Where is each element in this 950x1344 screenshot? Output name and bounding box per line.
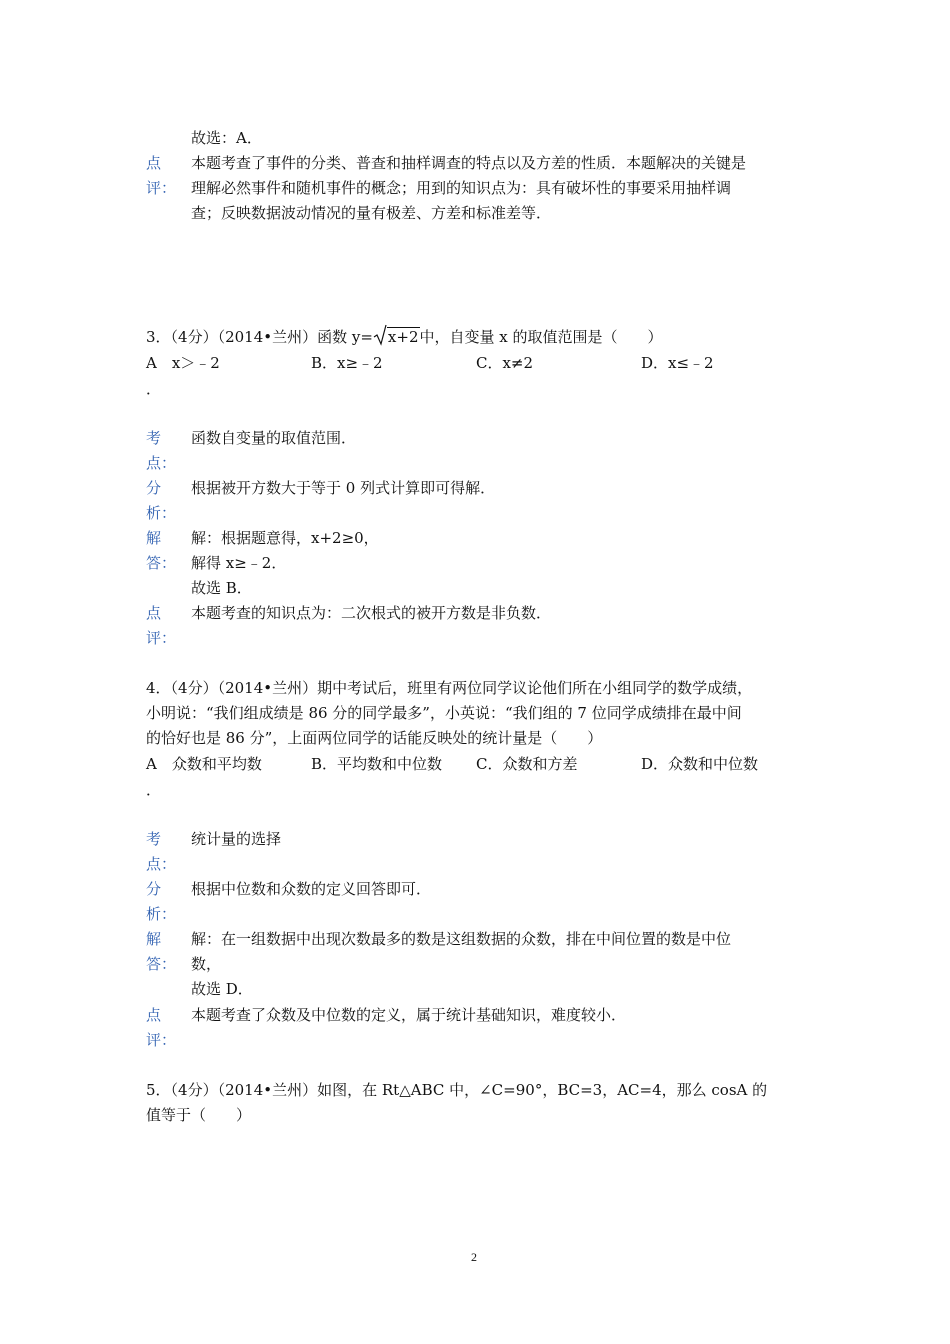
q4-stem-line-2: 小明说：“我们组成绩是 86 分的同学最多”，小英说：“我们组的 7 位同学成绩排在最中间 [146, 704, 742, 722]
q5-stem-line-1: 5．（4分）（2014•兰州）如图，在 Rt△ABC 中，∠C=90°，BC=3，AC=4，那么 cosA 的 [146, 1081, 768, 1099]
q3-dianping-label-2: 评： [146, 629, 177, 647]
q3-jieda-label-2: 答： [146, 554, 177, 572]
q3-jieda-line-3: 故选 B． [191, 579, 252, 597]
q4-fenxi-label-1: 分 [146, 880, 162, 898]
q4-jieda-line-3: 故选 D． [191, 980, 253, 998]
q4-dot: ． [146, 781, 162, 799]
q3-stem [146, 327, 663, 346]
q3-stem-before: 3．（4分）（2014•兰州）函数 y= [146, 328, 373, 346]
q3-dianping-label-1: 点 [146, 604, 162, 622]
q4-kaodian-text: 统计量的选择 [191, 830, 282, 848]
q4-option-d: D．众数和中位数 [641, 755, 759, 773]
q4-fenxi-text: 根据中位数和众数的定义回答即可． [191, 880, 432, 898]
q4-option-b: B．平均数和中位数 [311, 755, 443, 773]
q3-jieda-line-1: 解：根据题意得，x+2≥0， [191, 529, 379, 547]
q2-comment-label-2: 评： [146, 179, 177, 197]
q4-jieda-line-2: 数， [191, 955, 222, 973]
q4-fenxi-label-2: 析： [146, 905, 177, 923]
radical-sign-icon [373, 324, 387, 346]
q4-jieda-label-2: 答： [146, 955, 177, 973]
q4-jieda-line-1: 解：在一组数据中出现次数最多的数是这组数据的众数，排在中间位置的数是中位 [191, 930, 732, 948]
q3-kaodian-text: 函数自变量的取值范围． [191, 429, 357, 447]
q3-stem-after: 中，自变量 x 的取值范围是（ ） [419, 328, 663, 346]
q3-option-c: C．x≠2 [476, 354, 534, 372]
q2-comment-line-1: 本题考查了事件的分类、普查和抽样调查的特点以及方差的性质．本题解决的关键是 [191, 154, 747, 172]
q2-answer-line: 故选：A． [191, 129, 262, 147]
q3-option-d: D．x≤﹣2 [641, 354, 714, 372]
q3-kaodian-label-2: 点： [146, 454, 177, 472]
q3-kaodian-label-1: 考 [146, 429, 162, 447]
q3-radicand: x+2 [387, 328, 419, 346]
q4-stem-line-1: 4．（4分）（2014•兰州）期中考试后，班里有两位同学议论他们所在小组同学的数学成绩， [146, 679, 753, 697]
q5-stem-line-2: 值等于（ ） [146, 1106, 252, 1124]
q4-dianping-label-1: 点 [146, 1006, 162, 1024]
q4-dianping-text: 本题考查了众数及中位数的定义，属于统计基础知识，难度较小． [191, 1006, 627, 1024]
sqrt-radical [373, 327, 420, 346]
q3-fenxi-label-1: 分 [146, 479, 162, 497]
q3-fenxi-text: 根据被开方数大于等于 0 列式计算即可得解． [191, 479, 496, 497]
q3-dianping-text: 本题考查的知识点为：二次根式的被开方数是非负数． [191, 604, 552, 622]
q3-dot: ． [146, 380, 162, 398]
q3-jieda-label-1: 解 [146, 529, 162, 547]
q2-comment-label-1: 点 [146, 154, 162, 172]
q4-jieda-label-1: 解 [146, 930, 162, 948]
q4-stem-line-3: 的恰好也是 86 分”，上面两位同学的话能反映处的统计量是（ ） [146, 729, 603, 747]
q3-option-a: A x＞﹣2 [146, 354, 220, 372]
q2-comment-line-3: 查；反映数据波动情况的量有极差、方差和标准差等． [191, 204, 552, 222]
q4-dianping-label-2: 评： [146, 1031, 177, 1049]
q4-kaodian-label-1: 考 [146, 830, 162, 848]
q3-fenxi-label-2: 析： [146, 504, 177, 522]
q4-option-c: C．众数和方差 [476, 755, 578, 773]
q4-option-a: A 众数和平均数 [146, 755, 262, 773]
q2-comment-line-2: 理解必然事件和随机事件的概念；用到的知识点为：具有破坏性的事要采用抽样调 [191, 179, 732, 197]
page-number: 2 [471, 1250, 477, 1264]
q4-kaodian-label-2: 点： [146, 855, 177, 873]
q3-jieda-line-2: 解得 x≥﹣2． [191, 554, 287, 572]
q3-option-b: B．x≥﹣2 [311, 354, 383, 372]
